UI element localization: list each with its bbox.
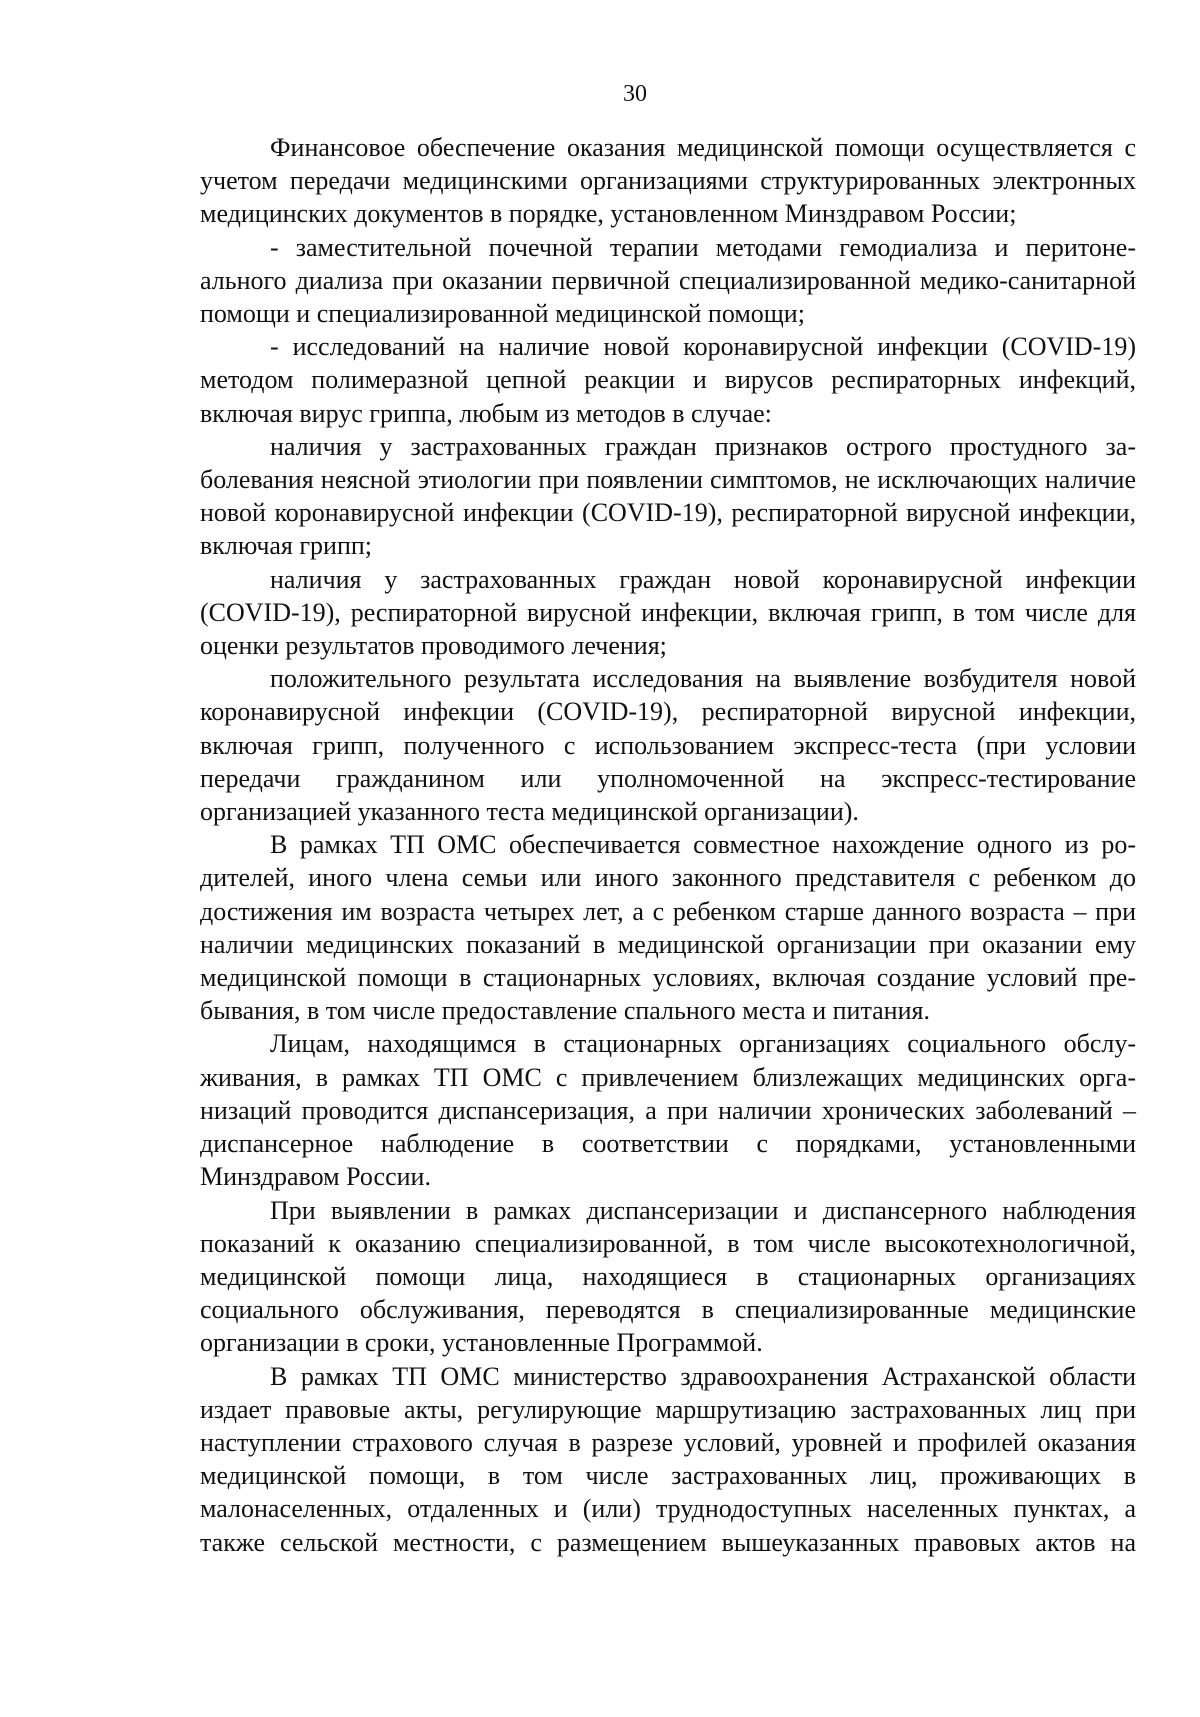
- paragraph-renal-therapy: - заместительной почечной терапии методами гемодиализа и перитонеального диализа при оказании первичной специализированной медико-санитарной помощи и специализированной медицинской помощи;: [200, 232, 1136, 329]
- paragraph-covid-diagnosed: наличия у застрахованных граждан новой коронавирусной инфекции (COVID-19), респираторной вирусной инфекции, включая грипп, в том числе для оценки результатов проводимого лечения;: [200, 564, 1136, 661]
- paragraph-routing: В рамках ТП ОМС министерство здравоохранения Астраханской области издает правовые акты, регулирующие маршрутизацию застрахованных лиц при наступлении страхового случая в разрезе условий, уровней и профилей оказания медицинской помощи, в том числе застрахованных лиц, проживающих в малонаселенных, отдаленных и (или) труднодоступных населенных пунктах, а также сельской местности, с размещением вышеуказанных правовых актов на: [200, 1361, 1136, 1557]
- paragraph-covid-tests: - исследований на наличие новой коронавирусной инфекции (COVID-19) методом полимеразной цепной реакции и вирусов респираторных инфекций, включая вирус гриппа, любым из методов в случае:: [200, 332, 1136, 428]
- page-number: 30: [623, 81, 647, 107]
- paragraph-social-care: Лицам, находящимся в стационарных организациях социального обслуживания, в рамках ТП ОМС с привлечением близлежащих медицинских организаций проводится диспансеризация, а при наличии хронических заболеваний – диспансерное наблюдение в соответствии с порядками, установленными Минздравом России.: [200, 1029, 1136, 1192]
- paragraph-symptoms: наличия у застрахованных граждан признаков острого простудного заболевания неясной этиологии при появлении симптомов, не исключающих наличие новой коронавирусной инфекции (COVID-19), респираторной вирусной инфекции, включая грипп;: [200, 431, 1136, 561]
- paragraph-transfer: При выявлении в рамках диспансеризации и диспансерного наблюдения показаний к оказанию специализированной, в том числе высокотехнологичной, медицинской помощи лица, находящиеся в стационарных организациях социального обслуживания, переводятся в специализированные медицинские организации в сроки, установленные Программой.: [200, 1195, 1136, 1358]
- body-text: [200, 131, 1136, 1559]
- paragraph-parent-stay: В рамках ТП ОМС обеспечивается совместное нахождение одного из родителей, иного члена семьи или иного законного представителя с ребенком до достижения им возраста четырех лет, а с ребенком старше данного возраста – при наличии медицинских показаний в медицинской организации при оказании ему медицинской помощи в стационарных условиях, включая создание условий пребывания, в том числе предоставление спального места и питания.: [200, 830, 1136, 1026]
- paragraph-express-test: положительного результата исследования на выявление возбудителя новой коронавирусной инфекции (COVID-19), респираторной вирусной инфекции, включая грипп, полученного с использованием экспресс-теста (при условии передачи гражданином или уполномоченной на экспресс-тестирование организацией указанного теста медицинской организации).: [200, 664, 1136, 827]
- paragraph-financing: Финансовое обеспечение оказания медицинской помощи осуществляется с учетом передачи медицинскими организациями структурированных электронных медицинских документов в порядке, установленном Минздравом России;: [200, 133, 1136, 229]
